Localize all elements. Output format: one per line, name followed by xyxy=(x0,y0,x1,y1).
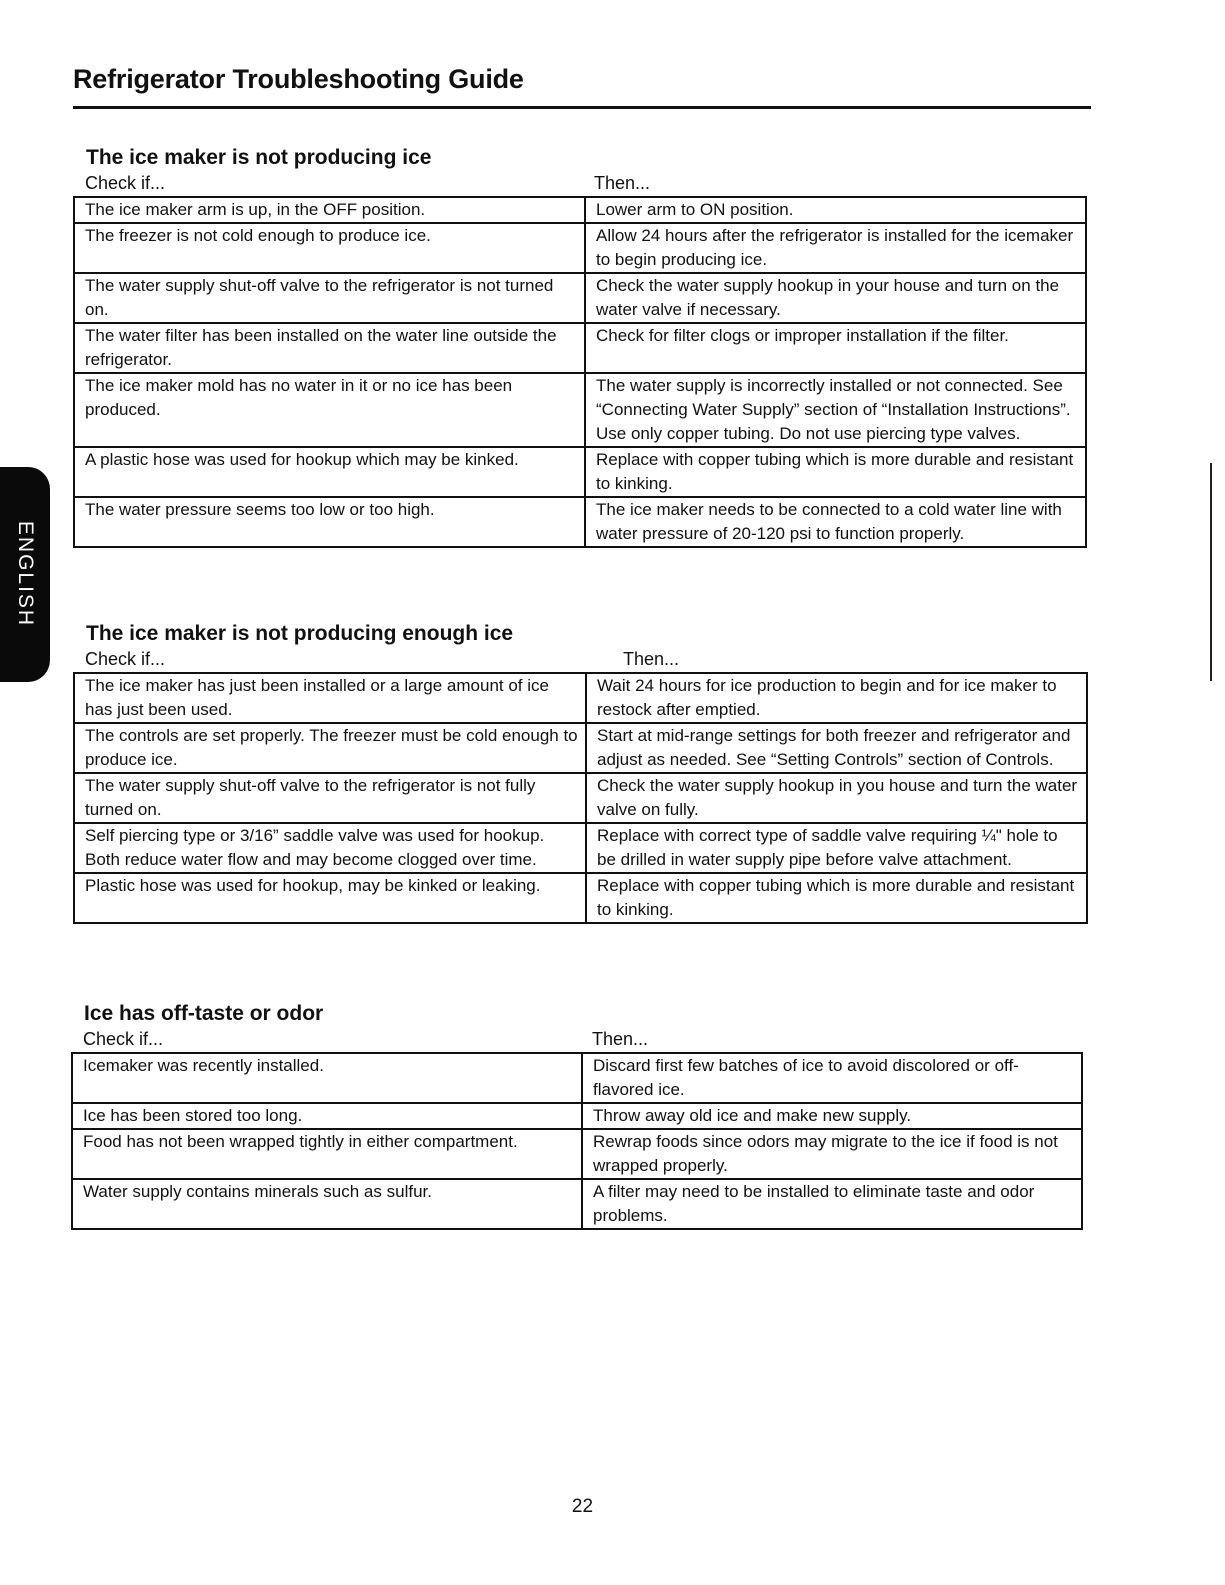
table-row xyxy=(72,1179,1082,1229)
troubleshooting-table xyxy=(73,196,1087,548)
column-header-then: Then... xyxy=(594,173,651,193)
table-row xyxy=(74,197,1086,223)
table-row xyxy=(74,447,1086,497)
column-header-check: Check if... xyxy=(85,649,166,669)
section-title: The ice maker is not producing enough ice xyxy=(86,622,514,645)
table-row xyxy=(74,223,1086,273)
check-cell: The ice maker arm is up, in the OFF position. xyxy=(74,197,585,223)
check-cell: Food has not been wrapped tightly in either compartment. xyxy=(72,1129,582,1179)
check-cell: The water supply shut-off valve to the refrigerator is not turned on. xyxy=(74,273,585,323)
table-row xyxy=(72,1103,1082,1129)
then-cell: Check for filter clogs or improper installation if the filter. xyxy=(585,323,1086,373)
section-not-enough-ice xyxy=(73,620,1086,924)
table-row xyxy=(72,1129,1082,1179)
then-cell: Lower arm to ON position. xyxy=(585,197,1086,223)
then-cell: Discard first few batches of ice to avoid discolored or off-flavored ice. xyxy=(582,1053,1082,1103)
table-row xyxy=(74,673,1087,723)
table-row xyxy=(74,373,1086,447)
then-cell: Check the water supply hookup in you house and turn the water valve on fully. xyxy=(586,773,1087,823)
then-cell: Replace with correct type of saddle valve requiring ¼" hole to be drilled in water supply pipe before valve attachment. xyxy=(586,823,1087,873)
table-row xyxy=(74,273,1086,323)
column-header-check: Check if... xyxy=(83,1029,164,1049)
column-headers xyxy=(73,171,1085,196)
column-header-then: Then... xyxy=(623,649,680,669)
check-cell: Icemaker was recently installed. xyxy=(72,1053,582,1103)
then-cell: Rewrap foods since odors may migrate to the ice if food is not wrapped properly. xyxy=(582,1129,1082,1179)
section-title: The ice maker is not producing ice xyxy=(86,146,432,169)
then-cell: Check the water supply hookup in your house and turn on the water valve if necessary. xyxy=(585,273,1086,323)
page-number: 22 xyxy=(571,1496,594,1517)
check-cell: The ice maker has just been installed or a large amount of ice has just been used. xyxy=(74,673,586,723)
then-cell: Replace with copper tubing which is more durable and resistant to kinking. xyxy=(586,873,1087,923)
section-title: Ice has off-taste or odor xyxy=(84,1002,324,1025)
check-cell: Plastic hose was used for hookup, may be kinked or leaking. xyxy=(74,873,586,923)
table-row xyxy=(72,1053,1082,1103)
then-cell: Replace with copper tubing which is more durable and resistant to kinking. xyxy=(585,447,1086,497)
then-cell: Throw away old ice and make new supply. xyxy=(582,1103,1082,1129)
column-headers xyxy=(73,647,1086,672)
check-cell: Water supply contains minerals such as sulfur. xyxy=(72,1179,582,1229)
side-tab-label: ENGLISH xyxy=(14,520,37,628)
table-row xyxy=(74,323,1086,373)
table-row xyxy=(74,723,1087,773)
table-row xyxy=(74,773,1087,823)
check-cell: The water pressure seems too low or too high. xyxy=(74,497,585,547)
column-header-check: Check if... xyxy=(85,173,166,193)
check-cell: The water filter has been installed on the water line outside the refrigerator. xyxy=(74,323,585,373)
column-header-then: Then... xyxy=(592,1029,649,1049)
troubleshooting-table xyxy=(71,1052,1083,1230)
then-cell: Wait 24 hours for ice production to begin and for ice maker to restock after emptied. xyxy=(586,673,1087,723)
then-cell: Allow 24 hours after the refrigerator is installed for the icemaker to begin producing ice. xyxy=(585,223,1086,273)
table-row xyxy=(74,873,1087,923)
table-row xyxy=(74,497,1086,547)
column-headers xyxy=(71,1027,1081,1052)
check-cell: A plastic hose was used for hookup which may be kinked. xyxy=(74,447,585,497)
then-cell: A filter may need to be installed to eliminate taste and odor problems. xyxy=(582,1179,1082,1229)
check-cell: Self piercing type or 3/16” saddle valve was used for hookup. Both reduce water flow and may become clogged over time. xyxy=(74,823,586,873)
page-title: Refrigerator Troubleshooting Guide xyxy=(73,64,524,94)
check-cell: The water supply shut-off valve to the refrigerator is not fully turned on. xyxy=(74,773,586,823)
section-off-taste-odor xyxy=(71,1000,1081,1230)
language-side-tab xyxy=(0,467,50,682)
title-rule xyxy=(73,106,1091,109)
page-edge-mark xyxy=(1210,463,1212,681)
then-cell: The water supply is incorrectly installed or not connected. See “Connecting Water Supply” section of “Installation Instructions”. Use only copper tubing. Do not use piercing type valves. xyxy=(585,373,1086,447)
section-not-producing-ice xyxy=(73,144,1085,548)
table-row xyxy=(74,823,1087,873)
then-cell: Start at mid-range settings for both freezer and refrigerator and adjust as needed. See “Setting Controls” section of Controls. xyxy=(586,723,1087,773)
troubleshooting-table xyxy=(73,672,1088,924)
check-cell: Ice has been stored too long. xyxy=(72,1103,582,1129)
check-cell: The ice maker mold has no water in it or no ice has been produced. xyxy=(74,373,585,447)
check-cell: The controls are set properly. The freezer must be cold enough to produce ice. xyxy=(74,723,586,773)
check-cell: The freezer is not cold enough to produce ice. xyxy=(74,223,585,273)
then-cell: The ice maker needs to be connected to a cold water line with water pressure of 20-120 psi to function properly. xyxy=(585,497,1086,547)
